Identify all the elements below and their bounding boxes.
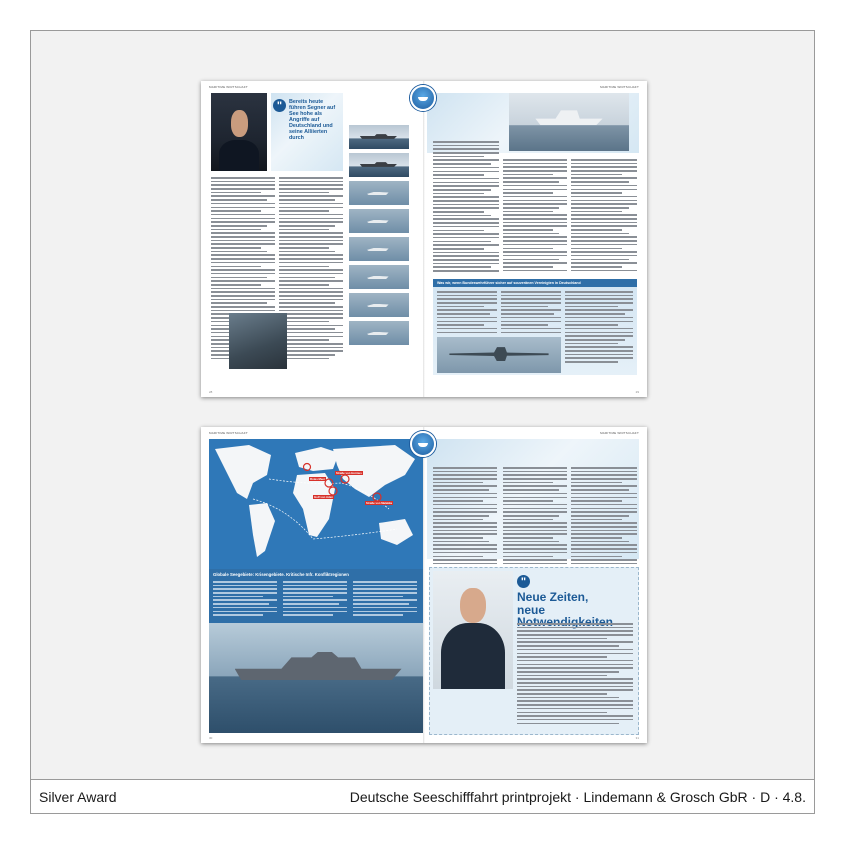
map-caption-text-2 bbox=[283, 581, 347, 618]
map-land-europe bbox=[295, 447, 339, 471]
portrait-photo bbox=[433, 571, 513, 689]
map-land-north-america bbox=[215, 445, 271, 499]
aircraft-photo bbox=[437, 337, 561, 373]
info-box-text-3 bbox=[565, 291, 633, 365]
magazine-spread-1 bbox=[201, 81, 647, 397]
map-caption-text-1 bbox=[213, 581, 277, 618]
sea-photo-4 bbox=[349, 265, 409, 289]
quote-mark-icon: " bbox=[273, 99, 286, 112]
sea-photo-5 bbox=[349, 293, 409, 317]
right-page-number: 29 bbox=[635, 390, 639, 394]
body-text-column-5 bbox=[571, 159, 637, 273]
info-box-title: Was wir, wenn Bundeswehrführer sicher auf souveränen Vereinigten in Deutschland bbox=[437, 281, 581, 285]
map-caption-text-3 bbox=[353, 581, 417, 618]
award-frame bbox=[30, 30, 815, 814]
world-map bbox=[209, 439, 423, 569]
sea-photo-2 bbox=[349, 209, 409, 233]
right-running-head: MARITIME WIRTSCHAFT bbox=[600, 431, 639, 435]
quote-mark-icon: " bbox=[517, 575, 530, 588]
left-running-head: MARITIME WIRTSCHAFT bbox=[209, 431, 248, 435]
spread-gutter bbox=[423, 427, 425, 743]
body-text-column-3 bbox=[433, 141, 499, 274]
award-label: Silver Award bbox=[39, 788, 117, 805]
body-text-column-4 bbox=[503, 159, 567, 273]
map-land-australia bbox=[379, 519, 413, 545]
sea-photo-6 bbox=[349, 321, 409, 345]
ship-photo-1 bbox=[349, 125, 409, 149]
label-gulf-aden: Golf von Aden bbox=[314, 495, 334, 499]
admiral-portrait-photo bbox=[211, 93, 267, 171]
pull-quote: Bereits heute führen Segner auf See hohe als Angriffe auf Deutschland und seine Alliierten durch bbox=[289, 99, 336, 142]
map-land-africa bbox=[293, 473, 335, 537]
deck-photo bbox=[229, 313, 287, 369]
label-hormuz: Straße von Hormus bbox=[336, 471, 362, 475]
magazine-spread-2 bbox=[201, 427, 647, 743]
info-box-text-2 bbox=[501, 291, 561, 335]
body-text-column-2 bbox=[279, 177, 343, 361]
left-page-number: 30 bbox=[209, 736, 213, 740]
feature-heading-line-2: neue bbox=[517, 602, 546, 617]
left-page-number: 28 bbox=[209, 390, 213, 394]
award-footer bbox=[31, 779, 814, 813]
maritime-badge-icon bbox=[410, 85, 436, 111]
research-vessel-photo bbox=[509, 93, 629, 151]
right-page-number: 31 bbox=[635, 736, 639, 740]
frigate-photo bbox=[209, 623, 423, 733]
left-running-head: MARITIME WIRTSCHAFT bbox=[209, 85, 248, 89]
info-box-text-1 bbox=[437, 291, 497, 335]
label-red-sea: Rotes Meer bbox=[310, 477, 326, 481]
label-malacca: Straße von Malakka bbox=[366, 501, 393, 505]
map-caption: Globale Seegebiete: Krisengebiete. Kritische Infr. Konfliktregionen bbox=[213, 572, 349, 577]
spread-gutter bbox=[423, 81, 425, 397]
sea-photo-3 bbox=[349, 237, 409, 261]
right-running-head: MARITIME WIRTSCHAFT bbox=[600, 85, 639, 89]
feature-intro-text bbox=[517, 623, 633, 726]
map-land-south-america bbox=[249, 503, 275, 557]
maritime-badge-icon bbox=[410, 431, 436, 457]
feature-heading-line-1: Neue Zeiten, bbox=[517, 590, 589, 604]
ship-photo-2 bbox=[349, 153, 409, 177]
sea-photo-1 bbox=[349, 181, 409, 205]
award-credit: Deutsche Seeschifffahrt printprojekt · Lindemann & Grosch GbR · D · 4.8. bbox=[349, 788, 806, 805]
